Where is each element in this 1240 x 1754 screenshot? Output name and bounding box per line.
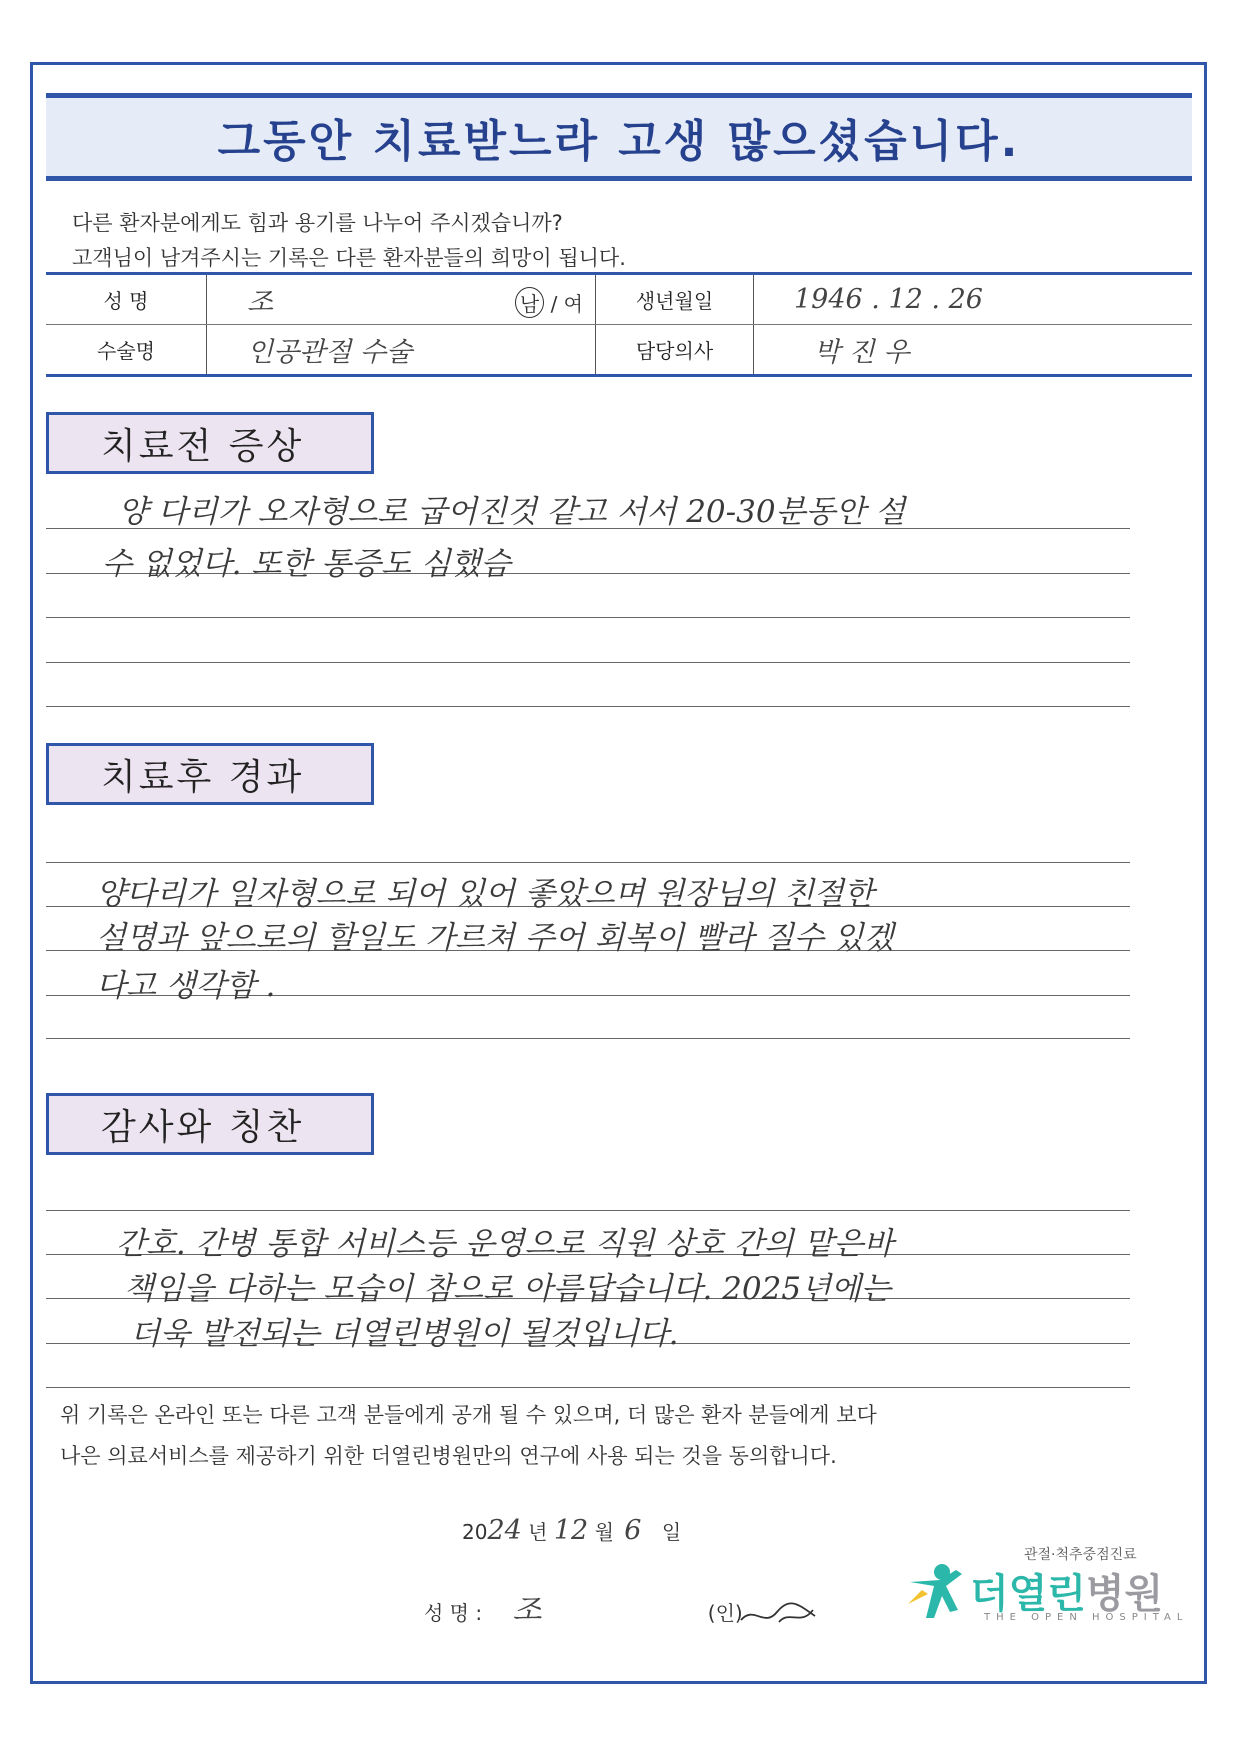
thanks-line-1: 간호. 간병 통합 서비스등 운영으로 직원 상호 간의 맡은바 [116,1226,894,1262]
ruled-line [46,706,1130,707]
ruled-line [46,1038,1130,1039]
month-label: 월 [594,1520,614,1544]
year-label: 년 [528,1520,548,1544]
doctor-cell [754,325,1193,376]
name-cell [207,274,596,325]
logo-name [970,1562,1163,1619]
consent-line-2: 나은 의료서비스를 제공하기 위한 더열린병원만의 연구에 사용 되는 것을 동의합니다. [60,1444,837,1468]
title-banner [46,93,1192,181]
name-label: 성 명 [46,274,207,325]
before-line-2: 수 없었다. 또한 통증도 심했슴 [102,546,511,582]
surgery-value: 인공관절 수술 [247,337,413,368]
signature-line [424,1585,819,1630]
logo-english: THE OPEN HOSPITAL [984,1612,1189,1623]
section-before-title: 치료전 증상 [46,412,374,474]
year-prefix: 20 [462,1520,488,1544]
section-after-title: 치료후 경과 [46,743,374,805]
ruled-line [46,1210,1130,1211]
logo-tagline: 관절·척추중점진료 [1024,1547,1137,1563]
gender-selector [515,287,583,318]
ruled-line [46,617,1130,618]
birth-value: 1946 . 12 . 26 [794,284,983,315]
intro-line-1: 다른 환자분에게도 힘과 용기를 나누어 주시겠습니까? [72,211,563,235]
birth-cell [754,274,1193,325]
consent-line-1: 위 기록은 온라인 또는 다른 고객 분들에게 공개 될 수 있으며, 더 많은 환자 분들에게 보다 [60,1403,877,1427]
signature-seal: (인) [707,1601,743,1625]
surgery-label: 수술명 [97,339,155,363]
signature-scribble [739,1600,819,1630]
thanks-line-3: 더욱 발전되는 더열린병원이 될것입니다. [130,1316,679,1352]
after-line-2: 설명과 앞으로의 할일도 가르쳐 주어 회복이 빨라 질수 있겠 [96,920,894,956]
birth-label: 생년월일 [596,274,754,325]
info-row-2 [46,325,1192,376]
after-line-1: 양다리가 일자형으로 되어 있어 좋았으며 원장님의 친절한 [96,876,874,912]
day-value: 6 [624,1515,642,1546]
signature-name: 조 [512,1593,542,1628]
logo-name-accent: 더열린 [970,1571,1086,1617]
logo-name-rest: 병원 [1085,1571,1164,1617]
day-label: 일 [661,1520,682,1544]
intro-text [72,206,626,276]
ruled-line [46,1387,1130,1388]
patient-info-table [46,272,1192,377]
section-thanks-title: 감사와 칭찬 [46,1093,374,1155]
gender-male-circled: 남 [515,287,544,318]
surgery-cell [207,325,596,376]
hospital-logo [904,1544,1189,1626]
person-star-icon [904,1560,966,1622]
year-value: 24 [487,1515,522,1546]
before-line-1: 양 다리가 오자형으로 굽어진것 같고 서서 20-30분동안 설 [118,494,906,530]
ruled-line [46,662,1130,663]
consent-text [60,1395,877,1477]
ruled-line [46,862,1130,863]
page-title: 그동안 치료받느라 고생 많으셨습니다. [217,116,1021,167]
month-value: 12 [553,1515,589,1546]
gender-female: / 여 [550,292,583,316]
info-row-1 [46,274,1192,325]
signature-label: 성 명 : [424,1601,483,1625]
after-line-3: 다고 생각함 . [96,968,276,1004]
intro-line-2: 고객님이 남겨주시는 기록은 다른 환자분들의 희망이 됩니다. [72,246,626,270]
name-value: 조 [247,287,274,318]
date-line [462,1515,681,1546]
doctor-value: 박 진 우 [814,337,910,368]
doctor-label: 담당의사 [596,325,754,376]
thanks-line-2: 책임을 다하는 모습이 참으로 아름답습니다. 2025년에는 [124,1271,891,1307]
